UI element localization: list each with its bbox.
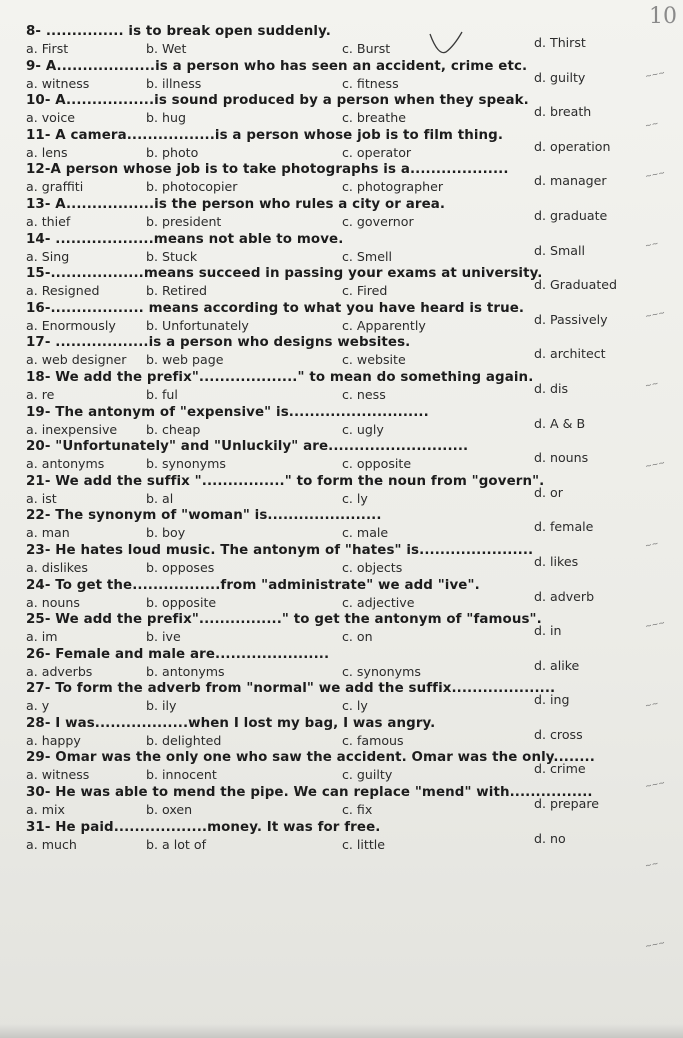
margin-handwritten-notes: ~~~ ~~ ~~~ ~~ ~~~ ~~ ~~~ ~~ ~~~ ~~ ~~~ ~~ ~~~: [644, 68, 666, 951]
option-d[interactable]: d. in: [534, 623, 562, 639]
question-item: [26, 681, 626, 714]
option-c[interactable]: c. photographer: [342, 179, 444, 195]
option-a[interactable]: a. Resigned: [26, 283, 100, 299]
question-stem: 30- He was able to mend the pipe. We can replace "mend" with................: [26, 785, 593, 801]
question-item: [26, 301, 626, 334]
option-b[interactable]: b. Unfortunately: [146, 317, 249, 333]
option-c[interactable]: c. adjective: [342, 594, 415, 610]
option-a[interactable]: a. y: [26, 698, 50, 714]
option-c[interactable]: c. fitness: [342, 75, 399, 91]
option-d[interactable]: d. adverb: [534, 588, 595, 604]
option-b[interactable]: b. hug: [146, 110, 186, 126]
option-c[interactable]: c. little: [342, 836, 386, 852]
question-item: [26, 162, 626, 195]
option-b[interactable]: b. opposes: [146, 559, 215, 575]
question-item: [26, 335, 626, 368]
question-stem: 15-..................means succeed in passing your exams at university.: [26, 266, 543, 282]
option-c[interactable]: c. ness: [342, 386, 386, 402]
option-c[interactable]: c. synonyms: [342, 663, 421, 679]
option-d[interactable]: d. no: [534, 830, 566, 846]
option-c[interactable]: c. male: [342, 525, 389, 541]
answer-options: [26, 415, 626, 438]
option-a[interactable]: a. adverbs: [26, 663, 93, 679]
question-item: [26, 266, 626, 299]
option-c[interactable]: c. Fired: [342, 283, 388, 299]
page-bottom-shadow: [0, 1024, 683, 1038]
answer-options: [26, 69, 626, 92]
option-a[interactable]: a. ist: [26, 490, 57, 506]
question-item: [26, 59, 626, 92]
question-item: [26, 405, 626, 438]
answer-options: [26, 311, 626, 334]
option-c[interactable]: c. operator: [342, 144, 412, 160]
option-c[interactable]: c. Smell: [342, 248, 392, 264]
question-stem: 26- Female and male are......................: [26, 646, 330, 662]
option-c[interactable]: c. objects: [342, 559, 403, 575]
option-b[interactable]: b. boy: [146, 525, 186, 541]
answer-options: [26, 830, 626, 853]
question-stem: 31- He paid..................money. It was for free.: [26, 819, 381, 835]
option-c[interactable]: c. opposite: [342, 456, 412, 472]
option-d[interactable]: d. female: [534, 519, 594, 535]
question-stem: 16-.................. means according to what you have heard is true.: [26, 300, 525, 316]
question-list: [26, 24, 626, 854]
answer-options: [26, 207, 626, 230]
question-stem: 21- We add the suffix "................" to form the noun from "govern".: [26, 473, 545, 489]
question-item: [26, 439, 626, 472]
question-stem: 19- The antonym of "expensive" is...........................: [26, 404, 429, 420]
option-b[interactable]: b. web page: [146, 352, 224, 368]
option-a[interactable]: a. re: [26, 386, 55, 402]
answer-options: [26, 484, 626, 507]
answer-options: [26, 380, 626, 403]
option-a[interactable]: a. Enormously: [26, 317, 116, 333]
option-a[interactable]: a. voice: [26, 110, 76, 126]
option-a[interactable]: a. much: [26, 836, 77, 852]
option-d[interactable]: d. graduate: [534, 207, 608, 223]
option-b[interactable]: b. photocopier: [146, 179, 238, 195]
option-b[interactable]: b. president: [146, 213, 222, 229]
question-stem: 8- ............... is to break open suddenly.: [26, 24, 331, 39]
question-item: [26, 24, 626, 57]
answer-options: [26, 623, 626, 645]
question-item: [26, 93, 626, 126]
option-b[interactable]: b. ful: [146, 386, 178, 402]
option-c[interactable]: c. on: [342, 629, 373, 645]
option-b[interactable]: b. a lot of: [146, 836, 207, 852]
option-b[interactable]: b. photo: [146, 144, 199, 160]
option-b[interactable]: b. opposite: [146, 594, 217, 610]
option-a[interactable]: a. Sing: [26, 248, 70, 264]
option-d[interactable]: d. prepare: [534, 796, 600, 812]
question-item: [26, 474, 626, 507]
answer-options: [26, 35, 626, 57]
option-b[interactable]: b. antonyms: [146, 663, 225, 679]
option-d[interactable]: d. A & B: [534, 415, 586, 431]
option-d[interactable]: d. operation: [534, 138, 611, 154]
option-b[interactable]: b. Stuck: [146, 248, 198, 264]
question-stem: 20- "Unfortunately" and "Unluckily" are...........................: [26, 439, 469, 455]
option-b[interactable]: b. oxen: [146, 802, 193, 818]
question-stem: 12-A person whose job is to take photographs is a...................: [26, 162, 509, 178]
option-a[interactable]: a. web designer: [26, 352, 127, 368]
option-b[interactable]: b. Wet: [146, 41, 187, 56]
question-item: [26, 232, 626, 265]
option-d[interactable]: d. cross: [534, 726, 583, 742]
option-a[interactable]: a. dislikes: [26, 559, 88, 575]
option-d[interactable]: d. nouns: [534, 450, 589, 466]
question-stem: 10- A.................is sound produced by a person when they speak.: [26, 93, 529, 109]
question-item: [26, 785, 626, 818]
option-d[interactable]: d. Small: [534, 242, 585, 258]
option-a[interactable]: a. lens: [26, 144, 68, 160]
question-item: [26, 820, 626, 853]
answer-options: [26, 553, 626, 576]
option-a[interactable]: a. happy: [26, 732, 81, 748]
option-d[interactable]: d. ing: [534, 692, 570, 708]
option-a[interactable]: a. witness: [26, 75, 90, 91]
answer-options: [26, 796, 626, 818]
option-c[interactable]: c. Burst: [342, 41, 391, 56]
option-b[interactable]: b. ive: [146, 629, 181, 645]
option-d[interactable]: d. or: [534, 484, 563, 500]
answer-options: [26, 104, 626, 126]
option-a[interactable]: a. im: [26, 629, 58, 645]
answer-options: [26, 138, 626, 161]
option-c[interactable]: c. Apparently: [342, 317, 426, 333]
option-a[interactable]: a. thief: [26, 213, 71, 229]
question-stem: 28- I was..................when I lost my bag, I was angry.: [26, 715, 436, 731]
option-d[interactable]: d. dis: [534, 380, 569, 396]
question-item: [26, 612, 626, 645]
answer-options: [26, 657, 626, 680]
answer-options: [26, 726, 626, 749]
option-d[interactable]: d. Thirst: [534, 35, 586, 50]
option-a[interactable]: a. antonyms: [26, 456, 105, 472]
option-c[interactable]: c. ly: [342, 698, 368, 714]
option-d[interactable]: d. guilty: [534, 69, 586, 85]
option-a[interactable]: a. inexpensive: [26, 421, 118, 437]
option-d[interactable]: d. Passively: [534, 311, 608, 327]
question-stem: 27- To form the adverb from "normal" we add the suffix....................: [26, 681, 556, 697]
option-a[interactable]: a. witness: [26, 767, 90, 783]
answer-options: [26, 450, 626, 472]
answer-options: [26, 242, 626, 265]
option-d[interactable]: d. Graduated: [534, 277, 618, 293]
option-c[interactable]: c. guilty: [342, 767, 393, 783]
answer-options: [26, 588, 626, 611]
option-c[interactable]: c. ugly: [342, 421, 384, 437]
question-stem: 25- We add the prefix"................" to get the antonym of "famous".: [26, 612, 542, 628]
option-b[interactable]: b. ily: [146, 698, 177, 714]
question-stem: 9- A...................is a person who has seen an accident, crime etc.: [26, 58, 528, 74]
option-d[interactable]: d. crime: [534, 761, 586, 777]
question-item: [26, 578, 626, 611]
option-b[interactable]: b. innocent: [146, 767, 217, 783]
question-item: [26, 716, 626, 749]
answer-options: [26, 173, 626, 195]
question-item: [26, 197, 626, 230]
question-item: [26, 543, 626, 576]
option-a[interactable]: a. graffiti: [26, 179, 84, 195]
option-a[interactable]: a. man: [26, 525, 70, 541]
option-d[interactable]: d. likes: [534, 553, 579, 569]
question-stem: 11- A camera.................is a person whose job is to film thing.: [26, 127, 504, 143]
answer-options: [26, 519, 626, 541]
corner-page-mark: 10: [649, 4, 677, 29]
question-stem: 22- The synonym of "woman" is......................: [26, 508, 382, 524]
option-d[interactable]: d. alike: [534, 657, 580, 673]
question-stem: 14- ...................means not able to move.: [26, 231, 344, 247]
question-item: [26, 647, 626, 680]
answer-options: [26, 761, 626, 783]
option-b[interactable]: b. delighted: [146, 732, 222, 748]
question-item: [26, 750, 626, 783]
answer-options: [26, 692, 626, 714]
question-item: [26, 508, 626, 541]
option-a[interactable]: a. nouns: [26, 594, 80, 610]
option-c[interactable]: c. ly: [342, 490, 368, 506]
question-stem: 24- To get the.................from "administrate" we add "ive".: [26, 577, 480, 593]
question-stem: 13- A.................is the person who rules a city or area.: [26, 196, 446, 212]
option-c[interactable]: c. famous: [342, 732, 404, 748]
answer-options: [26, 346, 626, 368]
option-c[interactable]: c. breathe: [342, 110, 406, 126]
option-b[interactable]: b. illness: [146, 75, 202, 91]
option-b[interactable]: b. cheap: [146, 421, 201, 437]
answer-options: [26, 277, 626, 299]
option-c[interactable]: c. fix: [342, 802, 373, 818]
question-stem: 29- Omar was the only one who saw the accident. Omar was the only........: [26, 750, 595, 766]
question-stem: 18- We add the prefix"..................." to mean do something again.: [26, 369, 534, 385]
question-stem: 23- He hates loud music. The antonym of "hates" is......................: [26, 542, 534, 558]
option-d[interactable]: d. manager: [534, 173, 607, 189]
option-b[interactable]: b. synonyms: [146, 456, 226, 472]
question-stem: 17- ..................is a person who designs websites.: [26, 335, 411, 351]
option-d[interactable]: d. breath: [534, 104, 592, 120]
option-b[interactable]: b. al: [146, 490, 174, 506]
option-b[interactable]: b. Retired: [146, 283, 208, 299]
option-c[interactable]: c. website: [342, 352, 406, 368]
option-c[interactable]: c. governor: [342, 213, 414, 229]
question-item: [26, 128, 626, 161]
option-a[interactable]: a. First: [26, 41, 69, 56]
question-item: [26, 370, 626, 403]
option-d[interactable]: d. architect: [534, 346, 606, 362]
option-a[interactable]: a. mix: [26, 802, 65, 818]
